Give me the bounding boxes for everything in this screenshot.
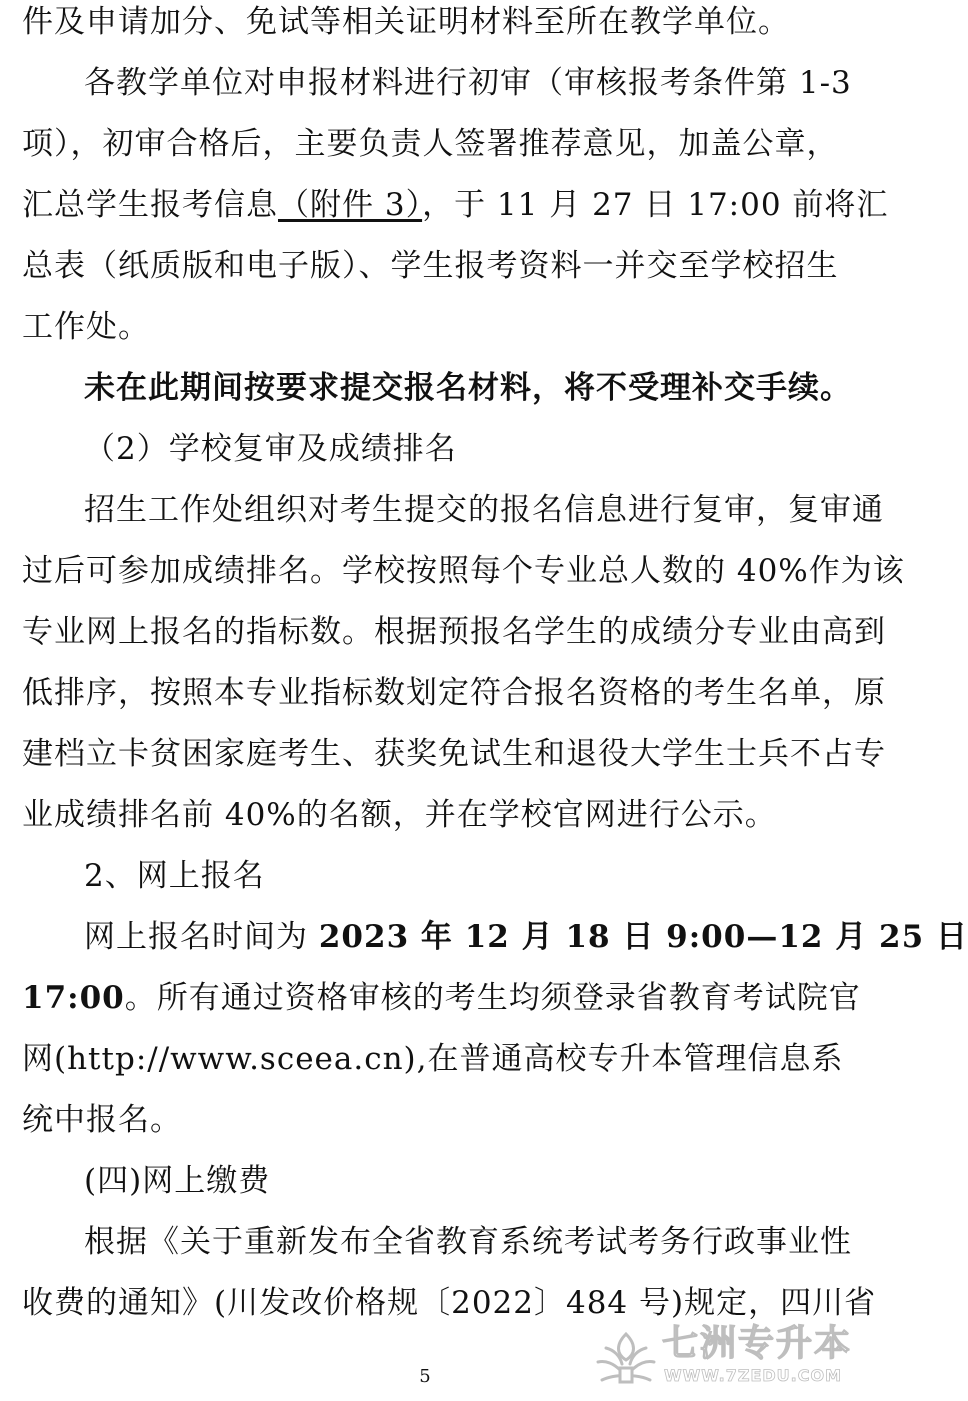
page-number: 5 xyxy=(419,1366,431,1387)
paragraph-line: 过后可参加成绩排名。学校按照每个专业总人数的 40%作为该 xyxy=(22,553,905,589)
text-run: 汇总学生报考信息 xyxy=(22,187,278,223)
paragraph-line: 总表（纸质版和电子版）、学生报考资料一并交至学校招生 xyxy=(22,248,839,284)
paragraph-line: 收费的通知》(川发改价格规〔2022〕484 号)规定，四川省 xyxy=(22,1285,877,1321)
section-heading: (四)网上缴费 xyxy=(84,1163,271,1199)
paragraph-line: 项），初审合格后，主要负责人签署推荐意见，加盖公章， xyxy=(22,126,839,162)
watermark-brand: 七洲专升本 xyxy=(662,1323,853,1364)
paragraph-line xyxy=(22,978,861,1018)
bold-notice: 未在此期间按要求提交报名材料，将不受理补交手续。 xyxy=(84,370,852,406)
text-run: 网上报名时间为 xyxy=(84,919,319,955)
section-heading: 2、网上报名 xyxy=(84,858,265,894)
watermark-url: WWW.7ZEDU.COM xyxy=(664,1366,842,1385)
paragraph-line: 网(http://www.sceea.cn),在普通高校专升本管理信息系 xyxy=(22,1041,844,1077)
registration-period: 2023 年 12 月 18 日 9:00—12 月 25 日 xyxy=(318,919,968,955)
paragraph-line: 统中报名。 xyxy=(22,1102,182,1138)
paragraph-line: 低排序，按照本专业指标数划定符合报名资格的考生名单，原 xyxy=(22,675,886,711)
registration-end-time: 17:00 xyxy=(22,980,125,1016)
paragraph-line: 各教学单位对申报材料进行初审（审核报考条件第 1-3 xyxy=(84,65,852,101)
paragraph-line: 专业网上报名的指标数。根据预报名学生的成绩分专业由高到 xyxy=(22,614,886,650)
paragraph-line xyxy=(22,185,889,225)
paragraph-line: 招生工作处组织对考生提交的报名信息进行复审，复审通 xyxy=(84,492,884,528)
text-run: ，于 11 月 27 日 17:00 前将汇 xyxy=(422,187,889,223)
paragraph-line: 件及申请加分、免试等相关证明材料至所在教学单位。 xyxy=(22,4,790,40)
section-heading: （2）学校复审及成绩排名 xyxy=(84,431,457,467)
attachment-reference: （附件 3） xyxy=(278,187,423,223)
paragraph-line: 业成绩排名前 40%的名额，并在学校官网进行公示。 xyxy=(22,797,777,833)
watermark xyxy=(592,1318,853,1396)
7zedu-logo-icon xyxy=(592,1328,660,1388)
text-run: 。所有通过资格审核的考生均须登录省教育考试院官 xyxy=(124,980,861,1016)
paragraph-line: 根据《关于重新发布全省教育系统考试考务行政事业性 xyxy=(84,1224,852,1260)
paragraph-line: 工作处。 xyxy=(22,309,150,345)
paragraph-line xyxy=(84,917,968,957)
paragraph-line: 建档立卡贫困家庭考生、获奖免试生和退役大学生士兵不占专 xyxy=(22,736,886,772)
